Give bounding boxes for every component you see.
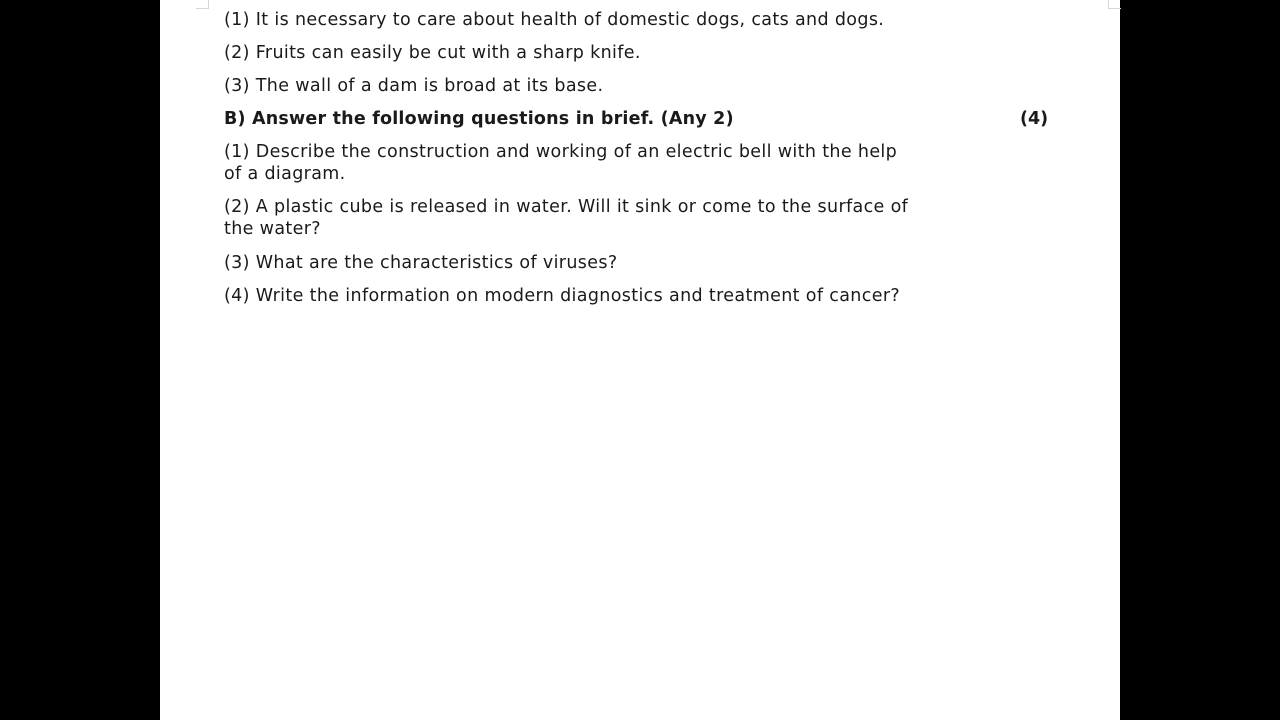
- section-b-question-1-line-1: (1) Describe the construction and working of an electric bell with the help: [224, 142, 898, 162]
- section-b-marks: (4): [1020, 109, 1049, 129]
- section-a-item-2: (2) Fruits can easily be cut with a sharp knife.: [224, 43, 641, 63]
- section-b-question-1-line-2: of a diagram.: [224, 164, 346, 184]
- section-b-question-2-line-2: the water?: [224, 219, 321, 239]
- section-b-question-2-line-1: (2) A plastic cube is released in water. Will it sink or come to the surface of: [224, 197, 909, 217]
- section-b-heading: B) Answer the following questions in brief. (Any 2): [224, 109, 734, 129]
- page-corner-mark-left: [196, 0, 209, 9]
- document-page: [160, 0, 1120, 720]
- page-corner-mark-right: [1108, 0, 1121, 9]
- section-a-item-3: (3) The wall of a dam is broad at its base.: [224, 76, 604, 96]
- section-b-question-4: (4) Write the information on modern diagnostics and treatment of cancer?: [224, 286, 901, 306]
- section-b-question-3: (3) What are the characteristics of viruses?: [224, 253, 618, 273]
- section-a-item-1: (1) It is necessary to care about health of domestic dogs, cats and dogs.: [224, 10, 885, 30]
